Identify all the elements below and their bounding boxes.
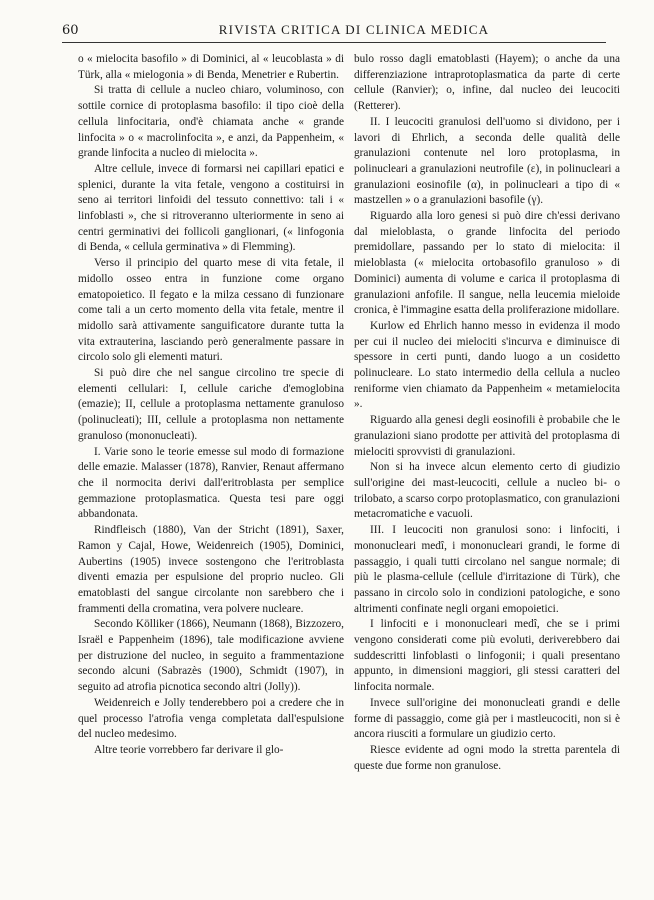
paragraph: Verso il principio del quarto mese di vita fetale, il midollo osseo entra in funzione come organo ematopoietico. Il fegato e la milza cessano di funzionare come tali a un certo momento della vita fetale, mentre il midollo sarà attivamente sanguificatore durante tutta la vita extrauterina, lasciando però generalmente passare in circolo solo gli elementi maturi. — [78, 257, 344, 364]
paragraph: bulo rosso dagli ematoblasti (Hayem); o anche da una differenziazione intraprotoplasmatica da parte di certe cellule (Ranvier); o, infine, dal nucleo dei leucociti (Retterer). — [354, 53, 620, 113]
paragraph: Non si ha invece alcun elemento certo di giudizio sull'origine dei mast-leucociti, cellule a nucleo bi- o trilobato, a scarso corpo protoplasmatico, con granulazioni metacromatiche e vacuoli. — [354, 461, 620, 521]
paragraph: Kurlow ed Ehrlich hanno messo in evidenza il modo per cui il nucleo dei mielociti s'incurva e diminuisce di spessore in certi punti, dando luogo a un cosidetto polinucleare. Lo stato intermedio della cellula a nucleo reniforme vien chiamato da Pappenheim « metamielocita ». — [354, 319, 620, 411]
paragraph: II. I leucociti granulosi dell'uomo si dividono, per i lavori di Ehrlich, a seconda delle qualità delle granulazioni contenute nel loro protoplasma, in polinucleari a granulazioni neutrofile (ε), in polinucleari a granulazioni eosinofile (α), in polinucleari a tipo di « mastzellen » o a granulazioni basofile (γ). — [354, 115, 620, 207]
paragraph: I. Varie sono le teorie emesse sul modo di formazione delle emazie. Malasser (1878), Ranvier, Renaut affermano che il normocita derivi dall'eritroblasta per semplice gemmazione protoplasmatica. Questa tesi pare oggi abbandonata. — [78, 445, 344, 521]
paragraph: Riguardo alla genesi degli eosinofili è probabile che le granulazioni siano prodotte per attività del protoplasma di mielociti sprovvisti di granulazioni. — [354, 414, 620, 458]
running-header — [62, 18, 606, 43]
running-title: RIVISTA CRITICA DI CLINICA MEDICA — [218, 22, 490, 37]
paragraph: I linfociti e i mononucleari medî, che se i primi vengono considerati come più evoluti, deriverebbero dai suddescritti linfoblasti o linfogonii; i quali presentano appunto, in dimensioni maggiori, gli stessi caratteri del linfocita normale. — [354, 618, 620, 694]
left-column — [78, 52, 344, 759]
paragraph: Rindfleisch (1880), Van der Stricht (1891), Saxer, Ramon y Cajal, Howe, Weidenreich (1905), Dominici, Aubertins (1905) invece sostengono che l'eritroblasta diventi emazia per espulsione del proprio nucleo. Gli ematoblasti del sangue circolante non sarebbero che i frammenti della cromatina, vera polvere nucleare. — [78, 524, 344, 615]
page-number: 60 — [62, 22, 79, 38]
paragraph: III. I leucociti non granulosi sono: i linfociti, i mononucleari medî, i mononucleari grandi, le forme di passaggio, i quali tutti circolano nel sangue normale; di più le plasma-cellule (cellule d'irritazione di Türk), che passano in circolo solo in condizioni patologiche, e sono altrimenti confinate negli organi emopoietici. — [354, 524, 620, 615]
paragraph: Riguardo alla loro genesi si può dire ch'essi derivano dal mieloblasta, o grande linfocita del periodo premidollare, passando per lo stato di mielocita: il mieloblasta (« mielocita ortobasofilo granuloso » di Dominici) aumenta di volume e carica il protoplasma di granulazioni anfofile. Il sangue, nella leucemia mieloide cronica, è l'immagine esatta della proliferazione midollare. — [354, 210, 620, 317]
paragraph: Altre teorie vorrebbero far derivare il glo- — [94, 743, 284, 756]
paragraph: o « mielocita basofilo » di Dominici, al « leucoblasta » di Türk, alla « mielogonia » di Benda, Menetrier e Rubertin. — [78, 53, 344, 81]
paragraph: Si può dire che nel sangue circolino tre specie di elementi cellulari: I, cellule cariche d'emoglobina (emazie); II, cellule a protoplasma nettamente granuloso (polinucleati); III, cellule a protoplasma non nettamente granuloso (mononucleati). — [78, 367, 344, 442]
paragraph: Riesce evidente ad ogni modo la stretta parentela di queste due forme non granulose. — [354, 743, 620, 772]
paragraph: Weidenreich e Jolly tenderebbero poi a credere che in quel processo l'atrofia venga completata dall'espulsione del nucleo medesimo. — [78, 696, 344, 741]
paragraph: Altre cellule, invece di formarsi nei capillari epatici e splenici, durante la vita fetale, vengono a costituirsi in seno ai territori linfoidi del tessuto connettivo: tali i « linfoblasti », che si ritroveranno ulteriormente in seno ai centri germinativi dei follicoli ganglionari, (« linfogonia di Benda, « cellula germinativa » di Flemming). — [78, 162, 344, 254]
paragraph: Secondo Kölliker (1866), Neumann (1868), Bizzozero, Israël e Pappenheim (1896), tale modificazione avviene per distruzione del nucleo, in seguito a frammentazione secondo alcuni (Sabrazès (1900), Schmidt (1907), in seguito ad atrofia picnotica secondo altri (Jolly)). — [78, 618, 344, 694]
paragraph: Invece sull'origine dei mononucleati grandi e delle forme di passaggio, come già per i mastleucociti, non si è ancora riusciti a formulare un giudizio certo. — [354, 696, 620, 741]
right-column — [354, 52, 620, 774]
paragraph: Si tratta di cellule a nucleo chiaro, voluminoso, con sottile cornice di protoplasma basofilo: il tipo cioè della cellula linfocitaria, ond'è chiamata anche « grande linfocita » o « macrolinfocita », e anzi, da Pappenheim, « grande linfocita a nucleo di mielocita ». — [78, 84, 344, 160]
